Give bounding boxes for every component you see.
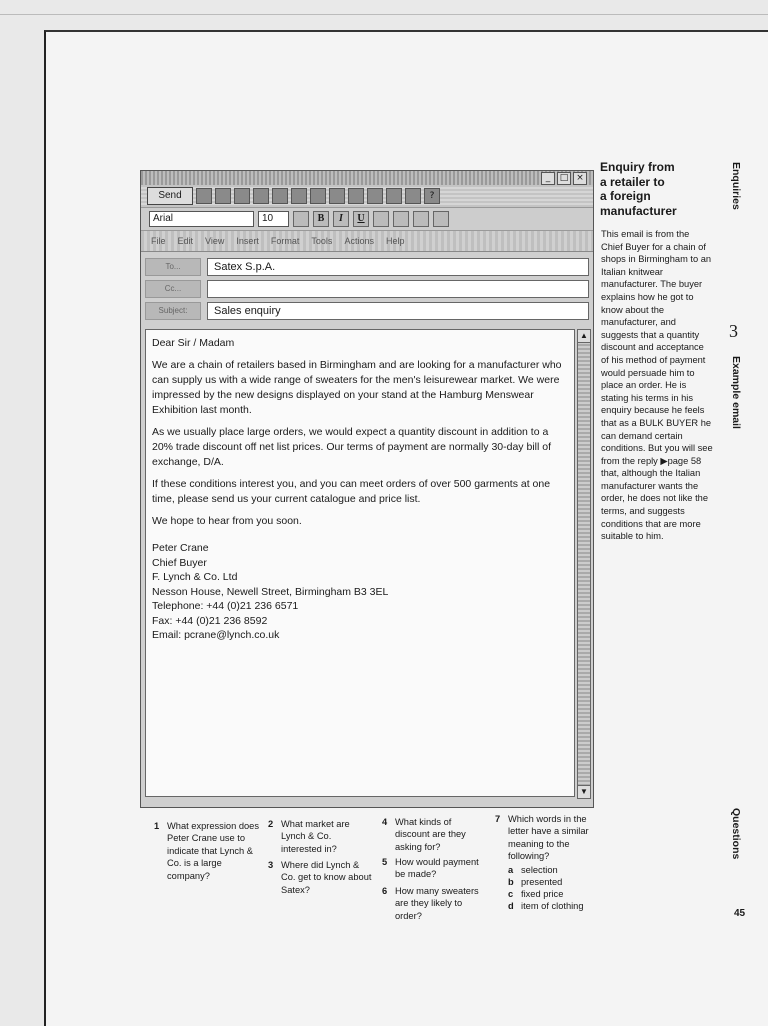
paste-icon[interactable] (272, 188, 288, 204)
question-item (495, 813, 598, 863)
formatting-toolbar (141, 208, 593, 231)
question-text: What kinds of discount are they asking for? (395, 817, 466, 852)
option-text: presented (521, 877, 563, 887)
question-number: 2 (268, 819, 274, 829)
option-text: item of clothing (521, 901, 584, 911)
standard-toolbar (141, 185, 593, 208)
question-text: What expression does Peter Crane use to indicate that Lynch & Co. is a large company? (167, 821, 259, 881)
maximize-icon[interactable]: □ (557, 172, 571, 185)
check-names-icon[interactable] (329, 188, 345, 204)
body-paragraph: We are a chain of retailers based in Birmingham and are looking for a manufacturer who can supply us with a wide range of sweaters for the men's leisurewear market. We were impressed by the new designs displayed on your stand at the Hamburg Menswear Exhibition last month. (152, 359, 562, 416)
section-label: Enquiries (730, 162, 742, 210)
option-letter: b (508, 877, 514, 887)
option-text: fixed price (521, 889, 564, 899)
signature-email: Email: pcrane@lynch.co.uk (152, 629, 280, 641)
subject-label: Subject: (145, 302, 201, 320)
question-text: Which words in the letter have a similar meaning to the following? (508, 814, 589, 862)
question-number: 3 (268, 860, 274, 870)
title-line: a foreign (600, 189, 651, 203)
option-text: selection (521, 865, 558, 875)
window-controls (541, 172, 587, 185)
send-button[interactable]: Send (147, 187, 193, 205)
save-icon[interactable] (196, 188, 212, 204)
options-icon[interactable] (386, 188, 402, 204)
signature-telephone: Telephone: +44 (0)21 236 6571 (152, 600, 299, 612)
align-left-icon[interactable] (373, 211, 389, 227)
title-line: Enquiry from (600, 160, 675, 174)
question-text: Where did Lynch & Co. get to know about Satex? (281, 860, 372, 895)
font-select[interactable]: Arial (149, 211, 254, 227)
question-number: 5 (382, 857, 388, 867)
menu-tools[interactable]: Tools (311, 236, 333, 246)
email-window (140, 170, 594, 808)
signature-name: Peter Crane (152, 542, 209, 554)
body-paragraph: We hope to hear from you soon. (152, 515, 302, 527)
vertical-scrollbar[interactable] (577, 329, 591, 799)
menu-view[interactable]: View (205, 236, 225, 246)
delete-icon[interactable] (405, 188, 421, 204)
title-bar (141, 171, 593, 185)
question-number: 4 (382, 817, 388, 827)
help-icon[interactable]: ? (424, 188, 440, 204)
align-right-icon[interactable] (413, 211, 429, 227)
address-book-icon[interactable] (310, 188, 326, 204)
to-button[interactable]: To... (145, 258, 201, 276)
menu-bar (141, 231, 593, 252)
to-row (141, 256, 593, 278)
minimize-icon[interactable]: _ (541, 172, 555, 185)
question-item (382, 856, 487, 881)
topic-label: Example email (730, 356, 742, 429)
align-center-icon[interactable] (393, 211, 409, 227)
font-size-select[interactable]: 10 (258, 211, 289, 227)
menu-insert[interactable]: Insert (236, 236, 259, 246)
subject-row (141, 300, 593, 322)
scroll-down-icon[interactable]: ▼ (578, 785, 590, 798)
question-item (154, 820, 259, 882)
menu-actions[interactable]: Actions (344, 236, 374, 246)
question-option (508, 888, 601, 900)
signature-title: Chief Buyer (152, 556, 207, 569)
question-text: What market are Lynch & Co. interested in? (281, 819, 350, 854)
questions-label: Questions (730, 808, 742, 860)
chapter-number: 3 (729, 321, 738, 341)
menu-edit[interactable]: Edit (177, 236, 194, 246)
question-number: 7 (495, 814, 501, 824)
scroll-up-icon[interactable]: ▲ (578, 330, 590, 343)
question-option (508, 876, 601, 888)
question-option (508, 864, 601, 876)
italic-button[interactable]: I (333, 211, 349, 227)
option-letter: c (508, 889, 514, 899)
body-paragraph: If these conditions interest you, and you can meet orders of over 500 garments at one time, please send us your current catalogue and price list. (152, 478, 551, 505)
close-icon[interactable]: × (573, 172, 587, 185)
question-text: How many sweaters are they likely to order? (395, 886, 479, 921)
signature-fax: Fax: +44 (0)21 236 8592 (152, 614, 268, 627)
cut-icon[interactable] (234, 188, 250, 204)
salutation: Dear Sir / Madam (152, 337, 235, 349)
cc-button[interactable]: Cc... (145, 280, 201, 298)
font-color-icon[interactable] (293, 211, 309, 227)
option-letter: a (508, 865, 514, 875)
question-option (508, 900, 611, 912)
cc-field[interactable] (207, 280, 589, 298)
bold-button[interactable]: B (313, 211, 329, 227)
question-number: 1 (154, 821, 160, 831)
print-icon[interactable] (215, 188, 231, 204)
underline-button[interactable]: U (353, 211, 369, 227)
question-item (382, 816, 475, 853)
question-item (382, 885, 485, 922)
cc-row (141, 278, 593, 300)
question-item (268, 859, 375, 896)
menu-help[interactable]: Help (385, 236, 405, 246)
question-text: How would payment be made? (395, 857, 479, 880)
menu-file[interactable]: File (151, 236, 166, 246)
bullets-icon[interactable] (433, 211, 449, 227)
page-number: 45 (734, 908, 746, 919)
flag-icon[interactable] (367, 188, 383, 204)
importance-icon[interactable] (348, 188, 364, 204)
body-paragraph: As we usually place large orders, we would expect a quantity discount in addition to a 20% trade discount off net list prices. Our terms of payment are normally 30-day bill of exchange, D/A. (152, 426, 551, 468)
copy-icon[interactable] (253, 188, 269, 204)
attach-icon[interactable] (291, 188, 307, 204)
question-item (268, 818, 361, 855)
subject-field[interactable]: Sales enquiry (207, 302, 589, 320)
to-field[interactable]: Satex S.p.A. (207, 258, 589, 276)
title-line: manufacturer (600, 203, 677, 218)
page-top-rule (0, 14, 768, 15)
signature-address: Nesson House, Newell Street, Birmingham B3 3EL (152, 585, 389, 598)
signature-company: F. Lynch & Co. Ltd (152, 571, 238, 583)
message-body[interactable] (145, 329, 575, 797)
menu-format[interactable]: Format (270, 236, 300, 246)
question-number: 6 (382, 886, 388, 896)
sidebar-title (600, 160, 700, 218)
option-letter: d (508, 901, 514, 911)
title-line: a retailer to (600, 174, 665, 189)
signature-block (152, 541, 568, 643)
sidebar-description: This email is from the Chief Buyer for a chain of shops in Birmingham to an Italian knitwear manufacturer. The buyer explains how he got to know about the manufacturer, and suggests that a quantity discount and acceptance of his method of payment would persuade him to place an order. He is stating his terms in his enquiry because he feels that as a BULK BUYER he can demand certain conditions. But you will see from the reply ▶page 58 that, although the Italian manufacturer wants the order, he does not like the terms, and suggests conditions that are more suitable to him. (601, 229, 713, 542)
